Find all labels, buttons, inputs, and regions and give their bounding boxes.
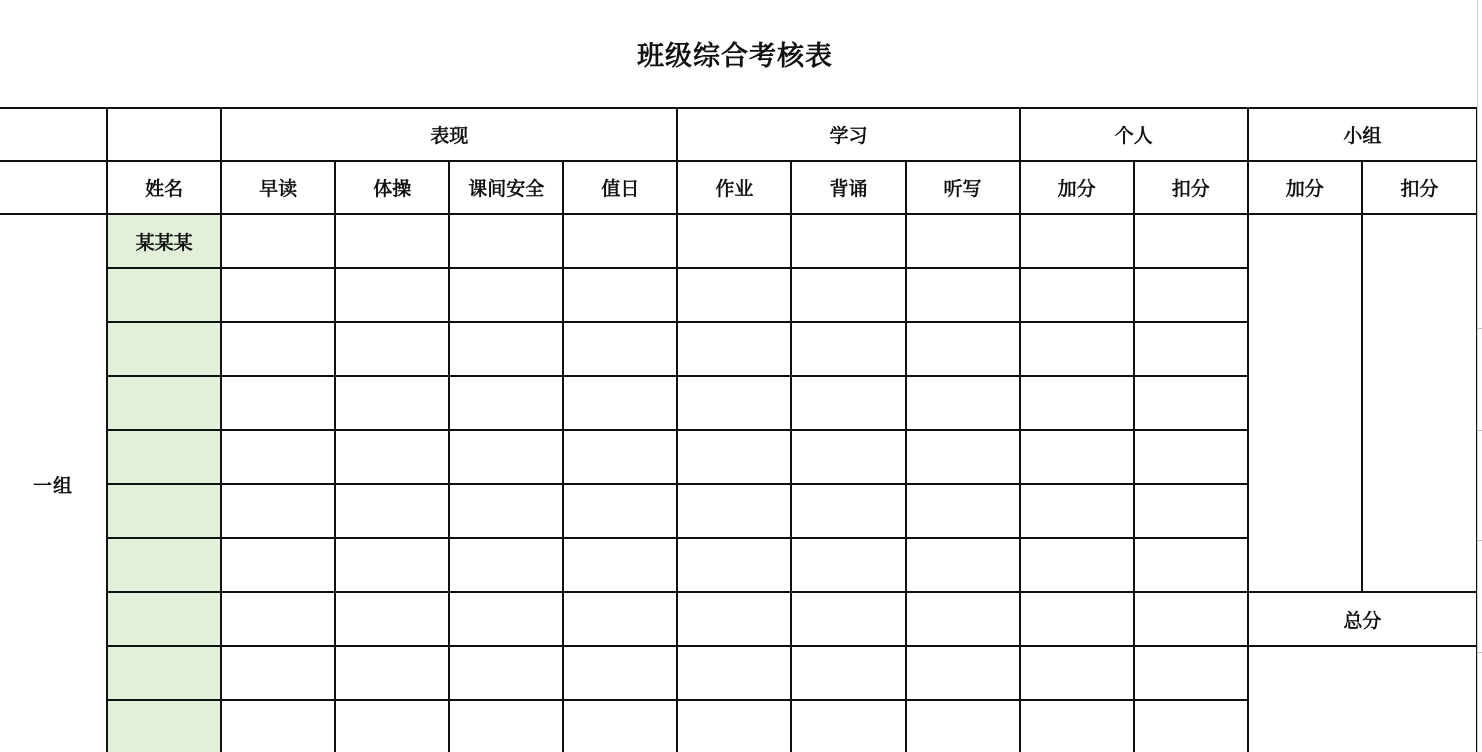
exercise-cell[interactable] <box>335 484 449 538</box>
homework-cell[interactable] <box>677 322 791 376</box>
group-label-cell[interactable]: 一组 <box>0 214 107 752</box>
break-safety-cell[interactable] <box>449 268 563 322</box>
personal-add-cell[interactable] <box>1020 646 1134 700</box>
exercise-cell[interactable] <box>335 268 449 322</box>
name-cell[interactable] <box>107 646 221 700</box>
recitation-cell[interactable] <box>791 700 905 752</box>
name-cell[interactable] <box>107 322 221 376</box>
header-row-categories <box>0 108 1477 161</box>
personal-deduct-cell[interactable] <box>1134 268 1248 322</box>
recitation-cell[interactable] <box>791 322 905 376</box>
sheet-right-edge <box>1477 0 1478 752</box>
personal-deduct-cell[interactable] <box>1134 214 1248 268</box>
duty-cell[interactable] <box>563 322 677 376</box>
name-cell[interactable]: 某某某 <box>107 214 221 268</box>
page-title: 班级综合考核表 <box>637 41 833 72</box>
personal-add-cell[interactable] <box>1020 484 1134 538</box>
header-group-add[interactable]: 加分 <box>1248 161 1362 214</box>
duty-cell[interactable] <box>563 592 677 646</box>
morning-reading-cell[interactable] <box>221 430 335 484</box>
morning-reading-cell[interactable] <box>221 646 335 700</box>
edge-tick <box>1478 540 1482 541</box>
header-total[interactable]: 总分 <box>1248 592 1477 646</box>
name-cell[interactable] <box>107 484 221 538</box>
duty-cell[interactable] <box>563 214 677 268</box>
table-row <box>0 592 1477 646</box>
duty-cell[interactable] <box>563 700 677 752</box>
dictation-cell[interactable] <box>906 430 1020 484</box>
cell-corner-b[interactable] <box>107 108 221 161</box>
personal-deduct-cell[interactable] <box>1134 592 1248 646</box>
duty-cell[interactable] <box>563 484 677 538</box>
group-add-cell[interactable] <box>1248 214 1362 592</box>
cell-corner-a[interactable] <box>0 108 107 161</box>
morning-reading-cell[interactable] <box>221 268 335 322</box>
personal-deduct-cell[interactable] <box>1134 376 1248 430</box>
name-cell[interactable] <box>107 376 221 430</box>
break-safety-cell[interactable] <box>449 646 563 700</box>
total-cell[interactable] <box>1248 646 1477 752</box>
personal-add-cell[interactable] <box>1020 700 1134 752</box>
personal-deduct-cell[interactable] <box>1134 484 1248 538</box>
homework-cell[interactable] <box>677 646 791 700</box>
dictation-cell[interactable] <box>906 322 1020 376</box>
personal-deduct-cell[interactable] <box>1134 322 1248 376</box>
duty-cell[interactable] <box>563 646 677 700</box>
header-personal[interactable]: 个人 <box>1020 108 1248 161</box>
duty-cell[interactable] <box>563 430 677 484</box>
personal-add-cell[interactable] <box>1020 322 1134 376</box>
break-safety-cell[interactable] <box>449 538 563 592</box>
homework-cell[interactable] <box>677 484 791 538</box>
exercise-cell[interactable] <box>335 376 449 430</box>
header-study[interactable]: 学习 <box>677 108 1019 161</box>
recitation-cell[interactable] <box>791 214 905 268</box>
morning-reading-cell[interactable] <box>221 484 335 538</box>
break-safety-cell[interactable] <box>449 376 563 430</box>
exercise-cell[interactable] <box>335 538 449 592</box>
name-cell[interactable] <box>107 538 221 592</box>
break-safety-cell[interactable] <box>449 484 563 538</box>
dictation-cell[interactable] <box>906 538 1020 592</box>
dictation-cell[interactable] <box>906 484 1020 538</box>
personal-deduct-cell[interactable] <box>1134 646 1248 700</box>
personal-add-cell[interactable] <box>1020 538 1134 592</box>
recitation-cell[interactable] <box>791 376 905 430</box>
morning-reading-cell[interactable] <box>221 322 335 376</box>
header-recitation[interactable]: 背诵 <box>791 161 905 214</box>
header-morning-reading[interactable]: 早读 <box>221 161 335 214</box>
homework-cell[interactable] <box>677 430 791 484</box>
dictation-cell[interactable] <box>906 700 1020 752</box>
personal-deduct-cell[interactable] <box>1134 538 1248 592</box>
morning-reading-cell[interactable] <box>221 700 335 752</box>
morning-reading-cell[interactable] <box>221 538 335 592</box>
header-group[interactable]: 小组 <box>1248 108 1477 161</box>
header-group-deduct[interactable]: 扣分 <box>1362 161 1477 214</box>
cell-group-header-blank[interactable] <box>0 161 107 214</box>
homework-cell[interactable] <box>677 700 791 752</box>
exercise-cell[interactable] <box>335 322 449 376</box>
break-safety-cell[interactable] <box>449 592 563 646</box>
exercise-cell[interactable] <box>335 214 449 268</box>
dictation-cell[interactable] <box>906 376 1020 430</box>
break-safety-cell[interactable] <box>449 322 563 376</box>
edge-tick <box>1478 430 1482 431</box>
group-deduct-cell[interactable] <box>1362 214 1477 592</box>
personal-deduct-cell[interactable] <box>1134 430 1248 484</box>
exercise-cell[interactable] <box>335 700 449 752</box>
recitation-cell[interactable] <box>791 268 905 322</box>
morning-reading-cell[interactable] <box>221 376 335 430</box>
recitation-cell[interactable] <box>791 646 905 700</box>
header-name[interactable]: 姓名 <box>107 161 221 214</box>
exercise-cell[interactable] <box>335 430 449 484</box>
dictation-cell[interactable] <box>906 214 1020 268</box>
personal-add-cell[interactable] <box>1020 376 1134 430</box>
header-exercise[interactable]: 体操 <box>335 161 449 214</box>
header-break-safety[interactable]: 课间安全 <box>449 161 563 214</box>
table-row <box>0 646 1477 700</box>
duty-cell[interactable] <box>563 538 677 592</box>
exercise-cell[interactable] <box>335 646 449 700</box>
homework-cell[interactable] <box>677 592 791 646</box>
dictation-cell[interactable] <box>906 646 1020 700</box>
personal-add-cell[interactable] <box>1020 592 1134 646</box>
recitation-cell[interactable] <box>791 592 905 646</box>
personal-deduct-cell[interactable] <box>1134 700 1248 752</box>
break-safety-cell[interactable] <box>449 430 563 484</box>
table-row <box>0 214 1477 268</box>
header-homework[interactable]: 作业 <box>677 161 791 214</box>
header-row-columns <box>0 161 1477 214</box>
name-cell[interactable] <box>107 592 221 646</box>
recitation-cell[interactable] <box>791 538 905 592</box>
homework-cell[interactable] <box>677 376 791 430</box>
assessment-table <box>0 107 1478 752</box>
dictation-cell[interactable] <box>906 592 1020 646</box>
edge-tick <box>1478 652 1482 653</box>
personal-add-cell[interactable] <box>1020 214 1134 268</box>
duty-cell[interactable] <box>563 376 677 430</box>
header-personal-deduct[interactable]: 扣分 <box>1134 161 1248 214</box>
header-performance[interactable]: 表现 <box>221 108 677 161</box>
header-dictation[interactable]: 听写 <box>906 161 1020 214</box>
name-cell[interactable] <box>107 430 221 484</box>
personal-add-cell[interactable] <box>1020 268 1134 322</box>
homework-cell[interactable] <box>677 268 791 322</box>
morning-reading-cell[interactable] <box>221 214 335 268</box>
recitation-cell[interactable] <box>791 430 905 484</box>
homework-cell[interactable] <box>677 214 791 268</box>
homework-cell[interactable] <box>677 538 791 592</box>
name-cell[interactable] <box>107 268 221 322</box>
name-cell[interactable] <box>107 700 221 752</box>
break-safety-cell[interactable] <box>449 700 563 752</box>
header-personal-add[interactable]: 加分 <box>1020 161 1134 214</box>
edge-tick <box>1478 328 1482 329</box>
break-safety-cell[interactable] <box>449 214 563 268</box>
dictation-cell[interactable] <box>906 268 1020 322</box>
header-duty[interactable]: 值日 <box>563 161 677 214</box>
exercise-cell[interactable] <box>335 592 449 646</box>
recitation-cell[interactable] <box>791 484 905 538</box>
morning-reading-cell[interactable] <box>221 592 335 646</box>
personal-add-cell[interactable] <box>1020 430 1134 484</box>
duty-cell[interactable] <box>563 268 677 322</box>
